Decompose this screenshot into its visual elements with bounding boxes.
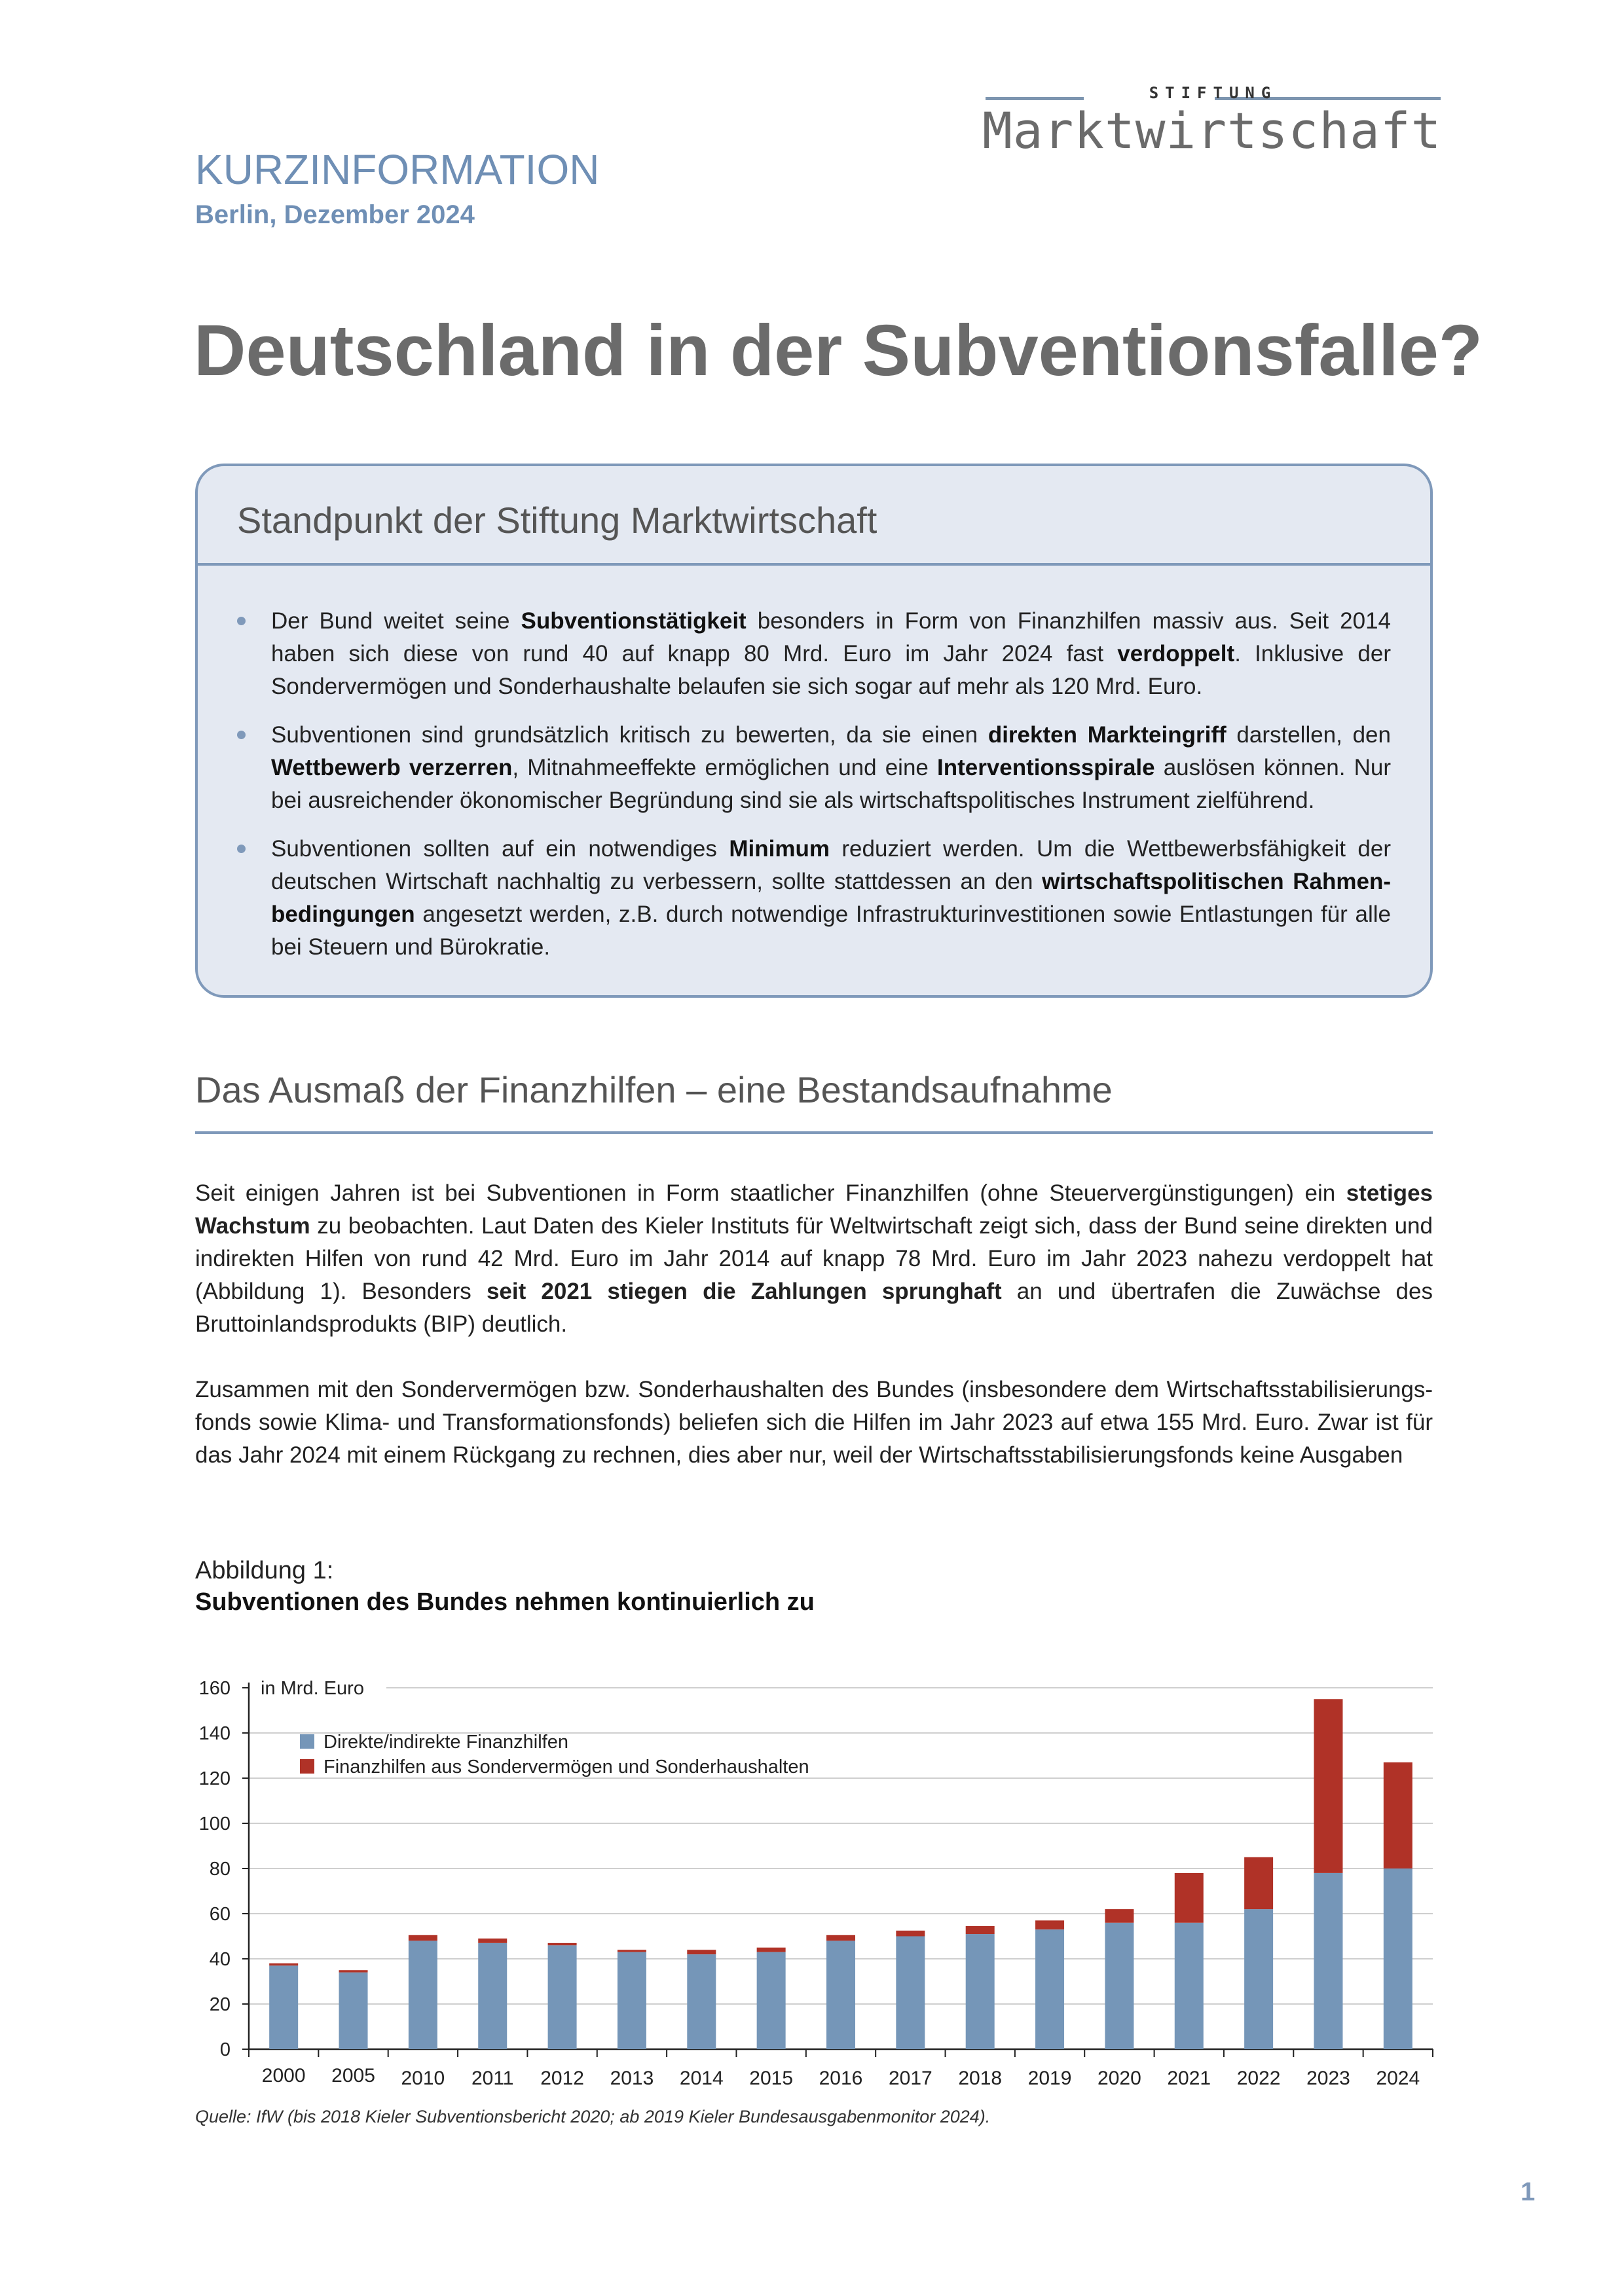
- x-tick-label: 2014: [679, 2068, 724, 2089]
- bar-sondervermoegen: [1314, 1699, 1342, 1873]
- y-tick-label: 80: [209, 1859, 231, 1880]
- x-tick-label: 2011: [471, 2068, 514, 2089]
- text-run: Der Bund weitet seine: [271, 608, 521, 634]
- bar-finanzhilfen: [478, 1943, 507, 2049]
- bar-finanzhilfen: [687, 1954, 716, 2049]
- emphasis-text: wirtschaftspolitischen Rahmenbedingungen: [271, 869, 1392, 927]
- text-run: . Inklusive der Sondervermögen und Sonderhaushalte belaufen sie sich sogar auf mehr als 120 Mrd. Euro.: [271, 641, 1391, 699]
- bar-finanzhilfen: [1384, 1868, 1412, 2049]
- position-bullet: [271, 719, 1391, 817]
- dateline: Berlin, Dezember 2024: [195, 200, 475, 229]
- page-title: Deutschland in der Subventionsfalle?: [194, 310, 1483, 391]
- text-run: an und übertrafen die Zuwächse des Bruttoinlandsprodukts (BIP) deutlich.: [195, 1279, 1433, 1337]
- x-tick-label: 2018: [958, 2068, 1003, 2089]
- x-tick-label: 2005: [331, 2065, 375, 2086]
- x-tick-label: 2000: [261, 2065, 306, 2086]
- logo-wordmark-top: STIFTUNG: [1149, 84, 1278, 102]
- section-title: Das Ausmaß der Finanzhilfen – eine Bestandsaufnahme: [195, 1069, 1113, 1110]
- body-paragraph-2: [195, 1374, 1433, 1472]
- x-tick-label: 2013: [610, 2068, 654, 2089]
- x-tick-label: 2023: [1306, 2068, 1350, 2089]
- bar-finanzhilfen: [757, 1952, 786, 2049]
- text-run: angesetzt werden, z.B. durch notwendige Infrastrukturinvestitionen sowie Entlastungen für alle bei Steuern und Bürokratie.: [271, 902, 1391, 960]
- x-tick-label: 2019: [1027, 2068, 1072, 2089]
- text-run: auslösen können. Nur bei ausreichender ökonomischer Begründung sind sie als wirtschaftspolitisches Instrument zielführend.: [271, 755, 1391, 813]
- legend-label: Direkte/indirekte Finanzhilfen: [323, 1732, 568, 1753]
- text-run: Seit einigen Jahren ist bei Subventionen in Form staatlicher Finanzhilfen (ohne Steuervergünstigungen) ein: [195, 1180, 1346, 1206]
- y-tick-label: 40: [209, 1949, 231, 1970]
- stacked-bar-chart: [183, 1663, 1447, 2095]
- bar-finanzhilfen: [548, 1945, 577, 2049]
- section-rule: [195, 1131, 1433, 1134]
- y-unit-label: in Mrd. Euro: [261, 1678, 364, 1699]
- x-tick-label: 2010: [401, 2068, 445, 2089]
- y-tick-label: 0: [219, 2039, 231, 2060]
- position-box-header: [198, 466, 1430, 566]
- bar-finanzhilfen: [618, 1952, 646, 2049]
- position-bullet-list: [271, 605, 1391, 979]
- bar-finanzhilfen: [1035, 1929, 1064, 2049]
- text-run: , Mitnahmeeffekte ermöglichen und eine: [512, 755, 937, 780]
- bar-finanzhilfen: [1175, 1923, 1204, 2049]
- text-run: Zusammen mit den Sondervermögen bzw. Sonderhaushalten des Bundes (insbesondere dem Wirtschaftsstabilisierungsfonds sowie Klima- und Transformationsfonds) beliefen sich die Hilfen im Jahr 2023 auf etwa 155 Mrd. Euro. Zwar ist für das Jahr 2024 mit einem Rückgang zu rechnen, dies aber nur, weil der Wirtschaftsstabilisierungsfonds keine Ausgaben: [195, 1377, 1433, 1468]
- y-tick-label: 160: [198, 1678, 231, 1699]
- bar-sondervermoegen: [966, 1926, 995, 1934]
- body-paragraph-1: [195, 1177, 1433, 1341]
- legend-swatch: [300, 1759, 314, 1774]
- bar-sondervermoegen: [339, 1970, 368, 1972]
- y-tick-label: 60: [209, 1904, 231, 1925]
- bar-finanzhilfen: [1314, 1873, 1342, 2049]
- emphasis-text: Wettbewerb verzerren: [271, 755, 513, 780]
- bar-finanzhilfen: [896, 1937, 925, 2050]
- bar-sondervermoegen: [1105, 1909, 1134, 1923]
- figure-title: Subventionen des Bundes nehmen kontinuierlich zu: [195, 1588, 815, 1616]
- bar-finanzhilfen: [966, 1934, 995, 2049]
- legend-label: Finanzhilfen aus Sondervermögen und Sonderhaushalten: [323, 1757, 809, 1777]
- text-run: Subventionen sollten auf ein notwendiges: [271, 836, 729, 862]
- bar-sondervermoegen: [269, 1963, 298, 1965]
- x-tick-label: 2020: [1098, 2068, 1141, 2089]
- bar-finanzhilfen: [409, 1941, 437, 2049]
- bar-sondervermoegen: [826, 1935, 855, 1941]
- x-tick-label: 2012: [540, 2068, 584, 2089]
- bar-finanzhilfen: [1244, 1909, 1273, 2049]
- page-number: 1: [1521, 2178, 1536, 2206]
- position-box: [195, 464, 1433, 998]
- bar-finanzhilfen: [269, 1965, 298, 2049]
- bar-sondervermoegen: [1035, 1920, 1064, 1929]
- bar-sondervermoegen: [1175, 1873, 1204, 1923]
- position-bullet: [271, 833, 1391, 964]
- emphasis-text: Interventionsspirale: [937, 755, 1155, 780]
- kicker: KURZINFORMATION: [195, 146, 600, 193]
- text-run: zu beobachten. Laut Daten des Kieler Instituts für Weltwirtschaft zeigt sich, dass der Bund seine direkten und indirekten Hilfen von rund 42 Mrd. Euro im Jahr 2014 auf knapp 78 Mrd. Euro im Jahr 2023 nahezu verdoppelt hat (Abbildung 1). Besonders: [195, 1213, 1433, 1304]
- emphasis-text: Subventionstätigkeit: [521, 608, 747, 634]
- y-tick-label: 120: [198, 1768, 231, 1789]
- x-tick-label: 2016: [819, 2068, 863, 2089]
- bar-finanzhilfen: [826, 1941, 855, 2049]
- x-tick-label: 2022: [1236, 2068, 1281, 2089]
- position-box-title: Standpunkt der Stiftung Marktwirtschaft: [237, 500, 877, 541]
- text-run: Subventionen sind grundsätzlich kritisch zu bewerten, da sie einen: [271, 722, 988, 748]
- text-run: reduziert werden. Um die Wettbewerbsfähigkeit der deutschen Wirtschaft nachhaltig zu verbessern, sollte stattdessen an den: [271, 836, 1391, 894]
- bar-sondervermoegen: [1244, 1857, 1273, 1909]
- bar-sondervermoegen: [1384, 1762, 1412, 1868]
- bar-sondervermoegen: [757, 1948, 786, 1952]
- x-tick-label: 2017: [888, 2068, 932, 2089]
- emphasis-text: direkten Markteingriff: [987, 722, 1227, 748]
- emphasis-text: seit 2021 stiegen die Zahlungen sprunghaft: [486, 1279, 1002, 1304]
- legend-swatch: [300, 1734, 314, 1749]
- y-tick-label: 20: [209, 1994, 231, 2015]
- bar-sondervermoegen: [478, 1939, 507, 1943]
- figure-source: Quelle: IfW (bis 2018 Kieler Subventionsbericht 2020; ab 2019 Kieler Bundesausgabenmonitor 2024).: [195, 2107, 991, 2126]
- bar-sondervermoegen: [687, 1950, 716, 1954]
- text-run: darstellen, den: [1226, 722, 1391, 748]
- logo-wordmark: Marktwirtschaft: [982, 101, 1442, 160]
- emphasis-text: Minimum: [729, 836, 830, 862]
- bar-sondervermoegen: [409, 1935, 437, 1941]
- bar-finanzhilfen: [339, 1973, 368, 2049]
- figure-label: Abbildung 1:: [195, 1557, 334, 1584]
- bar-finanzhilfen: [1105, 1923, 1134, 2049]
- bar-sondervermoegen: [896, 1931, 925, 1937]
- text-run: besonders in Form von Finanzhilfen massiv aus. Seit 2014 haben sich diese von rund 40 auf knapp 80 Mrd. Euro im Jahr 2024 fast: [271, 608, 1391, 666]
- x-tick-label: 2021: [1167, 2068, 1211, 2089]
- bar-sondervermoegen: [548, 1943, 577, 1945]
- y-tick-label: 100: [198, 1813, 231, 1834]
- position-bullet: [271, 605, 1391, 703]
- emphasis-text: stetiges Wachstum: [195, 1180, 1433, 1239]
- x-tick-label: 2024: [1376, 2068, 1420, 2089]
- x-tick-label: 2015: [749, 2068, 794, 2089]
- bar-sondervermoegen: [618, 1950, 646, 1952]
- emphasis-text: verdoppelt: [1117, 641, 1235, 666]
- y-tick-label: 140: [198, 1723, 231, 1744]
